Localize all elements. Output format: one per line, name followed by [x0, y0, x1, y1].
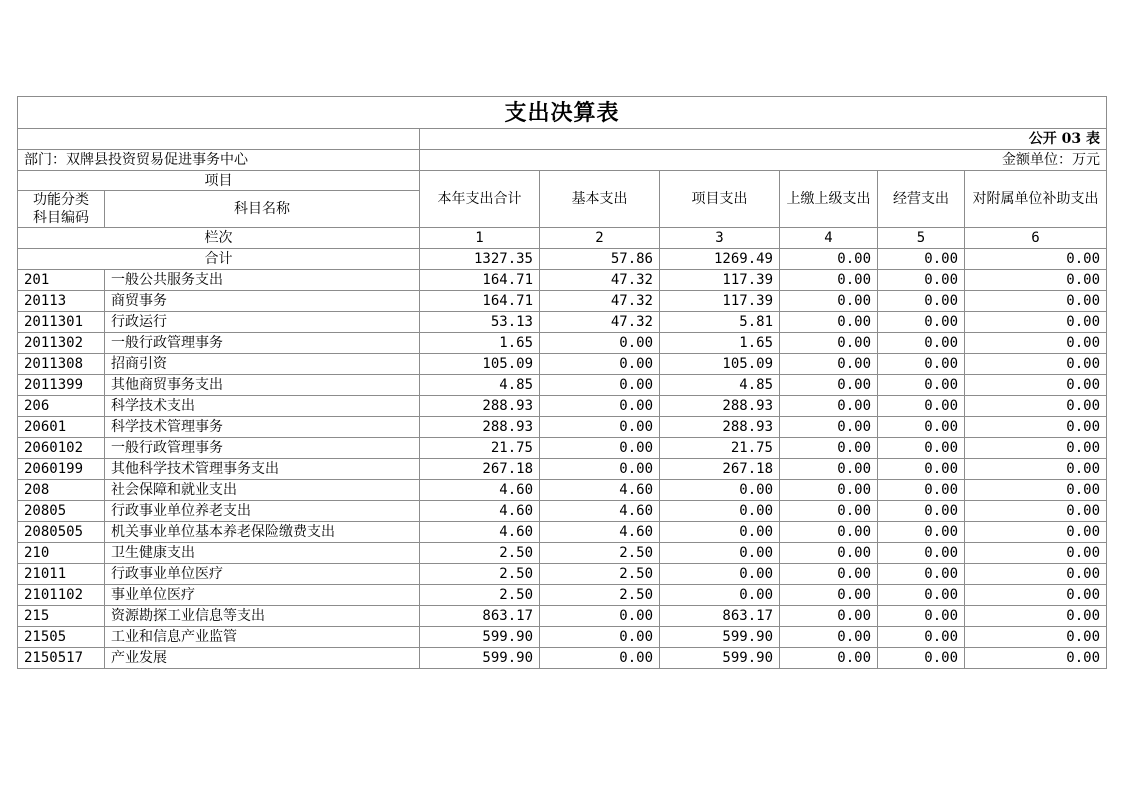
amount-cell: 21.75	[660, 438, 780, 459]
subject-name: 资源勘探工业信息等支出	[105, 606, 420, 627]
amount-cell: 267.18	[660, 459, 780, 480]
amount-cell: 0.00	[965, 417, 1107, 438]
subject-name: 其他科学技术管理事务支出	[105, 459, 420, 480]
amount-cell: 0.00	[540, 417, 660, 438]
amount-cell: 0.00	[965, 312, 1107, 333]
amount-cell: 0.00	[878, 543, 965, 564]
amount-cell: 4.60	[540, 480, 660, 501]
amount-cell: 2.50	[540, 585, 660, 606]
amount-cell: 288.93	[420, 417, 540, 438]
amount-cell: 0.00	[965, 606, 1107, 627]
subject-name: 科学技术管理事务	[105, 417, 420, 438]
amount-cell: 0.00	[878, 270, 965, 291]
table-row	[18, 270, 1107, 291]
table-row	[18, 333, 1107, 354]
amount-cell: 0.00	[660, 564, 780, 585]
subject-name: 一般公共服务支出	[105, 270, 420, 291]
subject-name: 行政运行	[105, 312, 420, 333]
amount-cell: 0.00	[878, 354, 965, 375]
amount-cell: 0.00	[965, 522, 1107, 543]
subject-code: 2101102	[18, 585, 105, 606]
amount-cell: 0.00	[878, 522, 965, 543]
subject-code: 21505	[18, 627, 105, 648]
amount-cell: 0.00	[878, 627, 965, 648]
subject-name: 科学技术支出	[105, 396, 420, 417]
amount-cell: 0.00	[965, 585, 1107, 606]
subject-name: 产业发展	[105, 648, 420, 669]
amount-unit: 金额单位：万元	[420, 150, 1107, 171]
subject-code: 20805	[18, 501, 105, 522]
subject-code: 2060199	[18, 459, 105, 480]
amount-cell: 2.50	[540, 564, 660, 585]
total-label: 合计	[18, 249, 420, 270]
subject-code: 2060102	[18, 438, 105, 459]
amount-cell: 0.00	[780, 459, 878, 480]
subject-name: 一般行政管理事务	[105, 438, 420, 459]
amount-cell: 0.00	[780, 333, 878, 354]
amount-cell: 0.00	[540, 354, 660, 375]
amount-cell: 0.00	[660, 522, 780, 543]
amount-cell: 0.00	[965, 438, 1107, 459]
amount-cell: 0.00	[965, 543, 1107, 564]
column-index-number: 1	[420, 228, 540, 249]
amount-cell: 0.00	[780, 606, 878, 627]
amount-cell: 599.90	[660, 627, 780, 648]
amount-cell: 1.65	[420, 333, 540, 354]
expenditure-table	[17, 96, 1107, 669]
amount-cell: 599.90	[420, 648, 540, 669]
amount-cell: 0.00	[780, 354, 878, 375]
amount-cell: 4.85	[420, 375, 540, 396]
subject-name: 其他商贸事务支出	[105, 375, 420, 396]
amount-cell: 0.00	[540, 375, 660, 396]
total-value: 1327.35	[420, 249, 540, 270]
amount-cell: 0.00	[878, 606, 965, 627]
amount-cell: 2.50	[420, 564, 540, 585]
header-subject-name: 科目名称	[105, 191, 420, 228]
amount-cell: 0.00	[660, 501, 780, 522]
subject-code: 2011399	[18, 375, 105, 396]
amount-cell: 4.85	[660, 375, 780, 396]
column-index-number: 3	[660, 228, 780, 249]
header-item: 项目	[18, 171, 420, 191]
amount-cell: 53.13	[420, 312, 540, 333]
header-basic: 基本支出	[540, 171, 660, 228]
amount-cell: 0.00	[660, 543, 780, 564]
total-value: 0.00	[965, 249, 1107, 270]
table-row	[18, 459, 1107, 480]
amount-cell: 0.00	[878, 438, 965, 459]
amount-cell: 0.00	[660, 585, 780, 606]
table-row	[18, 648, 1107, 669]
column-index-number: 2	[540, 228, 660, 249]
amount-cell: 0.00	[540, 606, 660, 627]
table-row	[18, 291, 1107, 312]
amount-cell: 599.90	[660, 648, 780, 669]
amount-cell: 599.90	[420, 627, 540, 648]
amount-cell: 0.00	[780, 396, 878, 417]
amount-cell: 0.00	[965, 648, 1107, 669]
amount-cell: 0.00	[878, 585, 965, 606]
amount-cell: 4.60	[420, 522, 540, 543]
table-row	[18, 480, 1107, 501]
table-row	[18, 606, 1107, 627]
amount-cell: 117.39	[660, 291, 780, 312]
amount-cell: 47.32	[540, 312, 660, 333]
subject-code: 2011308	[18, 354, 105, 375]
table-row	[18, 375, 1107, 396]
amount-cell: 105.09	[420, 354, 540, 375]
header-project: 项目支出	[660, 171, 780, 228]
header-business: 经营支出	[878, 171, 965, 228]
amount-cell: 0.00	[965, 291, 1107, 312]
amount-cell: 0.00	[965, 480, 1107, 501]
amount-cell: 0.00	[780, 291, 878, 312]
amount-cell: 105.09	[660, 354, 780, 375]
amount-cell: 117.39	[660, 270, 780, 291]
subject-name: 招商引资	[105, 354, 420, 375]
amount-cell: 4.60	[420, 480, 540, 501]
subject-name: 行政事业单位医疗	[105, 564, 420, 585]
subject-code: 20601	[18, 417, 105, 438]
amount-cell: 288.93	[420, 396, 540, 417]
total-value: 0.00	[878, 249, 965, 270]
subject-code: 2150517	[18, 648, 105, 669]
amount-cell: 0.00	[780, 375, 878, 396]
subject-code: 2080505	[18, 522, 105, 543]
amount-cell: 0.00	[780, 480, 878, 501]
subject-code: 210	[18, 543, 105, 564]
subject-code: 201	[18, 270, 105, 291]
table-row	[18, 543, 1107, 564]
amount-cell: 0.00	[965, 459, 1107, 480]
amount-cell: 0.00	[878, 312, 965, 333]
amount-cell: 47.32	[540, 291, 660, 312]
table-row	[18, 417, 1107, 438]
table-row	[18, 627, 1107, 648]
table-row	[18, 522, 1107, 543]
amount-cell: 4.60	[540, 522, 660, 543]
table-row	[18, 354, 1107, 375]
amount-cell: 2.50	[420, 543, 540, 564]
amount-cell: 0.00	[780, 564, 878, 585]
total-value: 57.86	[540, 249, 660, 270]
amount-cell: 0.00	[965, 564, 1107, 585]
column-index-number: 4	[780, 228, 878, 249]
amount-cell: 0.00	[780, 543, 878, 564]
amount-cell: 0.00	[540, 627, 660, 648]
amount-cell: 0.00	[878, 459, 965, 480]
amount-cell: 0.00	[878, 375, 965, 396]
table-row	[18, 396, 1107, 417]
amount-cell: 1.65	[660, 333, 780, 354]
amount-cell: 863.17	[660, 606, 780, 627]
amount-cell: 0.00	[660, 480, 780, 501]
amount-cell: 0.00	[878, 291, 965, 312]
amount-cell: 4.60	[540, 501, 660, 522]
amount-cell: 0.00	[540, 438, 660, 459]
column-index-number: 6	[965, 228, 1107, 249]
amount-cell: 0.00	[780, 501, 878, 522]
total-value: 0.00	[780, 249, 878, 270]
amount-cell: 47.32	[540, 270, 660, 291]
amount-cell: 288.93	[660, 417, 780, 438]
amount-cell: 267.18	[420, 459, 540, 480]
amount-cell: 0.00	[878, 501, 965, 522]
blank-cell	[18, 129, 420, 150]
amount-cell: 0.00	[965, 354, 1107, 375]
subject-code: 20113	[18, 291, 105, 312]
amount-cell: 0.00	[780, 627, 878, 648]
amount-cell: 0.00	[540, 648, 660, 669]
header-subsidy: 对附属单位补助支出	[965, 171, 1107, 228]
amount-cell: 0.00	[540, 333, 660, 354]
amount-cell: 0.00	[878, 417, 965, 438]
amount-cell: 0.00	[878, 333, 965, 354]
amount-cell: 4.60	[420, 501, 540, 522]
amount-cell: 2.50	[540, 543, 660, 564]
subject-code: 215	[18, 606, 105, 627]
amount-cell: 0.00	[965, 270, 1107, 291]
subject-name: 社会保障和就业支出	[105, 480, 420, 501]
amount-cell: 21.75	[420, 438, 540, 459]
amount-cell: 863.17	[420, 606, 540, 627]
table-code: 公开 03 表	[420, 129, 1107, 150]
amount-cell: 0.00	[780, 417, 878, 438]
header-superior: 上缴上级支出	[780, 171, 878, 228]
column-index-number: 5	[878, 228, 965, 249]
amount-cell: 0.00	[878, 396, 965, 417]
subject-code: 208	[18, 480, 105, 501]
amount-cell: 5.81	[660, 312, 780, 333]
amount-cell: 0.00	[965, 501, 1107, 522]
amount-cell: 0.00	[780, 585, 878, 606]
amount-cell: 164.71	[420, 270, 540, 291]
subject-code: 206	[18, 396, 105, 417]
expenditure-report-sheet	[17, 96, 1106, 669]
subject-name: 行政事业单位养老支出	[105, 501, 420, 522]
amount-cell: 0.00	[965, 375, 1107, 396]
subject-name: 事业单位医疗	[105, 585, 420, 606]
report-title: 支出决算表	[18, 97, 1107, 129]
amount-cell: 0.00	[878, 564, 965, 585]
amount-cell: 164.71	[420, 291, 540, 312]
table-row	[18, 438, 1107, 459]
subject-name: 一般行政管理事务	[105, 333, 420, 354]
header-func-code: 功能分类 科目编码	[18, 191, 105, 228]
amount-cell: 0.00	[878, 648, 965, 669]
subject-code: 21011	[18, 564, 105, 585]
amount-cell: 0.00	[780, 438, 878, 459]
table-row	[18, 501, 1107, 522]
table-row	[18, 312, 1107, 333]
total-value: 1269.49	[660, 249, 780, 270]
table-row	[18, 564, 1107, 585]
amount-cell: 0.00	[540, 459, 660, 480]
subject-name: 工业和信息产业监管	[105, 627, 420, 648]
subject-name: 机关事业单位基本养老保险缴费支出	[105, 522, 420, 543]
amount-cell: 0.00	[965, 627, 1107, 648]
amount-cell: 288.93	[660, 396, 780, 417]
amount-cell: 0.00	[780, 312, 878, 333]
subject-code: 2011302	[18, 333, 105, 354]
subject-name: 卫生健康支出	[105, 543, 420, 564]
amount-cell: 0.00	[965, 333, 1107, 354]
amount-cell: 0.00	[540, 396, 660, 417]
amount-cell: 0.00	[878, 480, 965, 501]
header-total: 本年支出合计	[420, 171, 540, 228]
amount-cell: 2.50	[420, 585, 540, 606]
amount-cell: 0.00	[965, 396, 1107, 417]
subject-code: 2011301	[18, 312, 105, 333]
column-index-label: 栏次	[18, 228, 420, 249]
amount-cell: 0.00	[780, 522, 878, 543]
amount-cell: 0.00	[780, 270, 878, 291]
amount-cell: 0.00	[780, 648, 878, 669]
department-name: 部门：双牌县投资贸易促进事务中心	[18, 150, 420, 171]
subject-name: 商贸事务	[105, 291, 420, 312]
table-row	[18, 585, 1107, 606]
